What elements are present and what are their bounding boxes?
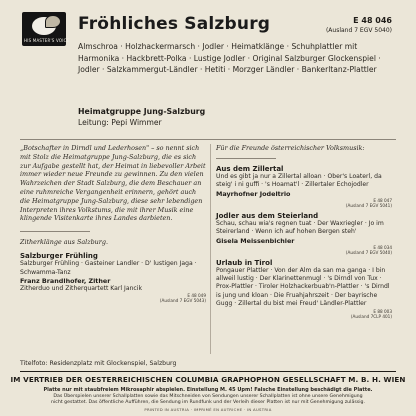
song-performer: Gisela Meissenbichler (216, 236, 295, 245)
song-title: Jodler aus dem Steierland (216, 211, 319, 220)
song-title: Urlaub in Tirol (216, 258, 273, 267)
short-divider (216, 158, 276, 159)
song-block (216, 259, 392, 319)
song-code-export: (Ausland 7 EGV 5041) (345, 202, 392, 208)
song-code: E 48 047 (373, 197, 392, 203)
divider (20, 139, 396, 140)
zither-performer-2: Zitherduo und Zitherquartett Karl Jancik (20, 284, 143, 292)
song-lyrics: Und es gibt ja nur a Zillertal alloan · Ober's Loaterl, da steig' i ni guffi · 's Hoamat'l · Zillertaler Echojodler (216, 173, 382, 189)
playback-note: Platte nur mit staubfreiem Mikrosaphir abspielen. Einstellung M. 45 Upm! Falsche Einstellung beschädigt die Platte. (43, 387, 373, 393)
photo-caption: Titelfoto: Residenzplatz mit Glockenspiel, Salzburg (20, 360, 177, 367)
right-column (216, 144, 392, 319)
zither-code-export: (Ausland 7 EGV 5043) (159, 298, 206, 304)
left-column (20, 144, 206, 303)
track-list: Almschroa · Holzhackermarsch · Jodler · Heimatklänge · Schuhplattler mit Harmonika · Hackbrett-Polka · Lustige Jodler · Original Salzburger Glockenspiel · Jodler · Salzkammergut-Ländler · Hetiti · Morzger Ländler · Bankerltanz-Plattler (78, 42, 381, 74)
zither-code: E 48 049 (187, 293, 206, 299)
his-masters-voice-logo (22, 12, 70, 46)
right-heading: Für die Freunde österreichischer Volksmusik: (216, 144, 365, 152)
song-code-export: (Ausland 7 EGV 5040) (345, 249, 392, 255)
catalog-number: E 48 046 (353, 16, 392, 25)
song-performer: Mayrhofner Jodeltrio (216, 189, 291, 198)
song-lyrics: Pongauer Plattler · Von der Alm da san ma ganga · I bin allweil lustig · Der Klarinettenmugl · 's Dirndl von Tux · Prox-Plattler · Tiroler Holzhackerbuab'n-Plattler · 's Dirndl is jung und kloan · Die Fruahjahrszeit · Der bayrische Gugg · Zillertal du bist mei Freud' Ländler-Plattler (216, 266, 390, 308)
song-block (216, 165, 392, 208)
song-code: E 88 003 (373, 308, 392, 314)
column-divider (210, 144, 211, 354)
distributor-line: IM VERTRIEB DER OESTERREICHISCHEN COLUMBIA GRAPHOPHON GESELLSCHAFT M. B. H. WIEN (10, 375, 406, 384)
song-code-export: (Ausland 7CLP 401) (350, 313, 392, 319)
song-title: Aus dem Zillertal (216, 165, 284, 173)
group-name: Heimatgruppe Jung-Salzburg (78, 107, 206, 116)
printed-in: PRINTED IN AUSTRIA · IMPRIMÉ EN AUTRICHE · IN AUSTRIA (144, 407, 272, 412)
intro-text: „Botschafter in Dirndl und Lederhosen" – so nennt sich mit Stolz die Heimatgruppe Jung-Salzburg, die es sich zur Aufgabe gestellt hat, der Heimat in liebevoller Arbeit immer wieder neue Freunde zu gewinnen. Zu den vielen Wahrzeichen der Stadt Salzburg, die dem Beschauer an eine ruhmreiche Vergangenheit erinnern, gehört auch die Heimatgruppe Jung-Salzburg, diese sehr lebendigen Interpreten ihres Volkstums, die mit ihrer Musik eine klingende Visitenkarte ihres Landes darbieten. (20, 144, 206, 223)
export-catalog-number: (Ausland 7 EGV 5040) (325, 27, 392, 34)
album-title: Fröhliches Salzburg (78, 14, 271, 34)
zither-performer: Franz Brandlhofer, Zither (20, 276, 111, 285)
zither-title: Salzburger Frühling (20, 252, 98, 261)
song-code: E 48 034 (373, 244, 392, 250)
song-block (216, 212, 392, 255)
zither-heading: Zitherklänge aus Salzburg. (20, 238, 108, 247)
zither-lyrics: Salzburger Frühling · Gasteiner Landler · D' lustigen Jaga · Schwamma-Tanz (20, 260, 197, 276)
group-leader: Leitung: Pepi Wimmer (78, 118, 162, 127)
logo-caption: HIS MASTER'S VOICE (24, 38, 70, 43)
song-lyrics: Schau, schau wia's regnen tuat · Der Waxriegler · Jo im Steirerland · Wenn ich auf hohen Bergen steh' (216, 219, 384, 236)
copyright-note-2: nicht gestattet. Das öffentliche Aufführen, die Sendung im Rundfunk und der Verleih dieser Platten ist nur mit Genehmigung zulässig. (51, 400, 365, 405)
short-divider (20, 231, 90, 232)
footer-rule (20, 371, 396, 372)
copyright-note: Das Überspielen unserer Schallplatten sowie das Mitschneiden von Sendungen unserer Schallplatten ist ohne unsere Genehmigung (53, 394, 363, 399)
gramophone-horn-icon (45, 15, 61, 28)
